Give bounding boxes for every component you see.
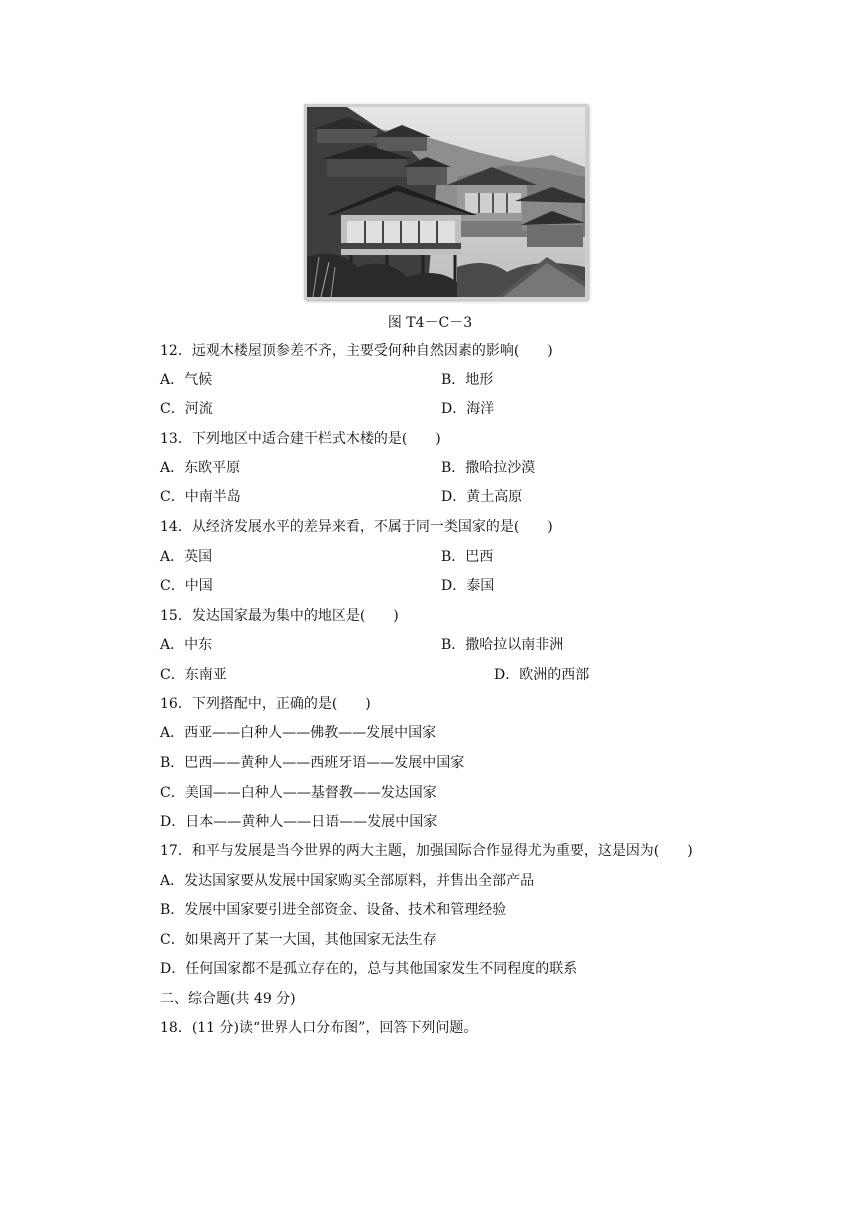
question-17-option-b: B．发展中国家要引进全部资金、设备、技术和管理经验 bbox=[160, 902, 507, 918]
figure-photo bbox=[304, 104, 588, 300]
question-14-stem: 14．从经济发展水平的差异来看，不属于同一类国家的是( ) bbox=[160, 519, 553, 535]
question-12-option-b: B．地形 bbox=[441, 372, 494, 388]
question-18-stem: 18．(11 分)读“世界人口分布图”，回答下列问题。 bbox=[160, 1020, 478, 1036]
question-15-option-d: D．欧洲的西部 bbox=[494, 667, 590, 683]
question-16-option-d: D．日本——黄种人——日语——发展中国家 bbox=[160, 814, 438, 830]
question-17-option-c: C．如果离开了某一大国，其他国家无法生存 bbox=[160, 932, 437, 948]
question-12-stem: 12．远观木楼屋顶参差不齐，主要受何种自然因素的影响( ) bbox=[160, 343, 553, 359]
question-15-stem: 15．发达国家最为集中的地区是( ) bbox=[160, 608, 399, 624]
question-14-option-d: D．泰国 bbox=[441, 578, 495, 594]
question-17-option-a: A．发达国家要从发展中国家购买全部原料，并售出全部产品 bbox=[160, 873, 535, 889]
question-12-option-c: C．河流 bbox=[160, 401, 213, 417]
question-15-option-a: A．中东 bbox=[160, 637, 213, 653]
question-16-stem: 16．下列搭配中，正确的是( ) bbox=[160, 696, 371, 712]
question-15-option-c: C．东南亚 bbox=[160, 667, 227, 683]
stilt-house-village-photo-icon bbox=[307, 107, 585, 297]
question-12-option-a: A．气候 bbox=[160, 372, 213, 388]
question-12-option-d: D．海洋 bbox=[441, 401, 495, 417]
question-16-option-b: B．巴西——黄种人——西班牙语——发展中国家 bbox=[160, 755, 465, 771]
question-17-option-d: D．任何国家都不是孤立存在的，总与其他国家发生不同程度的联系 bbox=[160, 961, 578, 977]
question-14-option-b: B．巴西 bbox=[441, 549, 494, 565]
question-13-option-b: B．撒哈拉沙漠 bbox=[441, 460, 536, 476]
question-13-stem: 13．下列地区中适合建干栏式木楼的是( ) bbox=[160, 431, 441, 447]
question-13-option-c: C．中南半岛 bbox=[160, 489, 241, 505]
section-title: 二、综合题(共 49 分) bbox=[160, 991, 296, 1007]
question-16-option-a: A．西亚——白种人——佛教——发展中国家 bbox=[160, 725, 437, 741]
question-15-option-b: B．撒哈拉以南非洲 bbox=[441, 637, 564, 653]
question-16-option-c: C．美国——白种人——基督教——发达国家 bbox=[160, 785, 437, 801]
question-17-stem: 17．和平与发展是当今世界的两大主题，加强国际合作显得尤为重要，这是因为( ) bbox=[160, 843, 693, 859]
question-14-option-a: A．英国 bbox=[160, 549, 213, 565]
question-14-option-c: C．中国 bbox=[160, 578, 213, 594]
question-13-option-a: A．东欧平原 bbox=[160, 460, 241, 476]
figure-caption: 图 T4－C－3 bbox=[387, 315, 473, 331]
question-13-option-d: D．黄土高原 bbox=[441, 489, 523, 505]
